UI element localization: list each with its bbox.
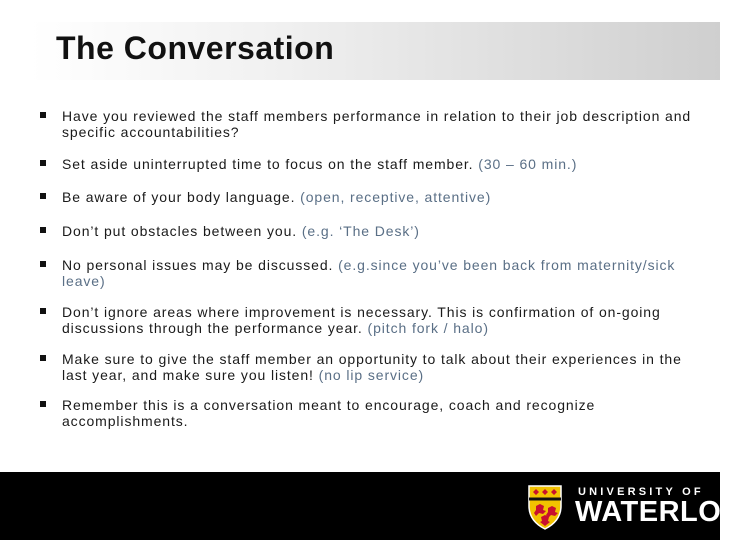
bullet-item [36,108,704,140]
bullet-text: Be aware of your body language. [62,189,301,205]
bullet-text: Don’t put obstacles between you. [62,223,302,239]
bullet-square-icon [40,227,46,233]
bullet-item [36,351,704,383]
bullet-note: (open, receptive, attentive) [300,189,492,205]
bullet-square-icon [40,401,46,407]
bullet-item [36,223,704,239]
bullet-item [36,304,704,336]
bullet-text: Make sure to give the staff member an opportunity to talk about their experiences in the last year, and make sure you listen! [62,351,682,383]
bullet-text: Remember this is a conversation meant to encourage, coach and recognize accomplishments. [62,397,596,429]
bullet-note: (pitch fork / halo) [367,320,489,336]
crest-icon [527,484,563,530]
bullet-item [36,156,704,172]
bullet-text: No personal issues may be discussed. [62,257,339,273]
bullet-square-icon [40,308,46,314]
bullet-text: Set aside uninterrupted time to focus on the staff member. [62,156,479,172]
bullet-item [36,257,704,289]
bullet-square-icon [40,261,46,267]
bullet-square-icon [40,160,46,166]
bullet-square-icon [40,355,46,361]
bullet-note: (30 – 60 min.) [478,156,578,172]
bullet-text: Don’t ignore areas where improvement is necessary. This is confirmation of on-going discussions through the performance year. [62,304,661,336]
logo-top-text: UNIVERSITY OF [578,486,704,498]
bullet-note: (e.g.since you’ve been back from maternity/sick leave) [62,257,676,289]
bullet-square-icon [40,193,46,199]
bullet-note: (e.g. ‘The Desk’) [301,223,420,239]
bullet-text: Have you reviewed the staff members performance in relation to their job description and specific accountabilities? [62,108,692,140]
slide-title: The Conversation [56,30,335,66]
bullet-item [36,189,704,205]
bullet-item [36,397,704,429]
bullet-list [36,108,704,429]
bullet-note: (no lip service) [318,367,425,383]
bullet-square-icon [40,112,46,118]
logo-main-text: WATERLOO [575,496,744,528]
